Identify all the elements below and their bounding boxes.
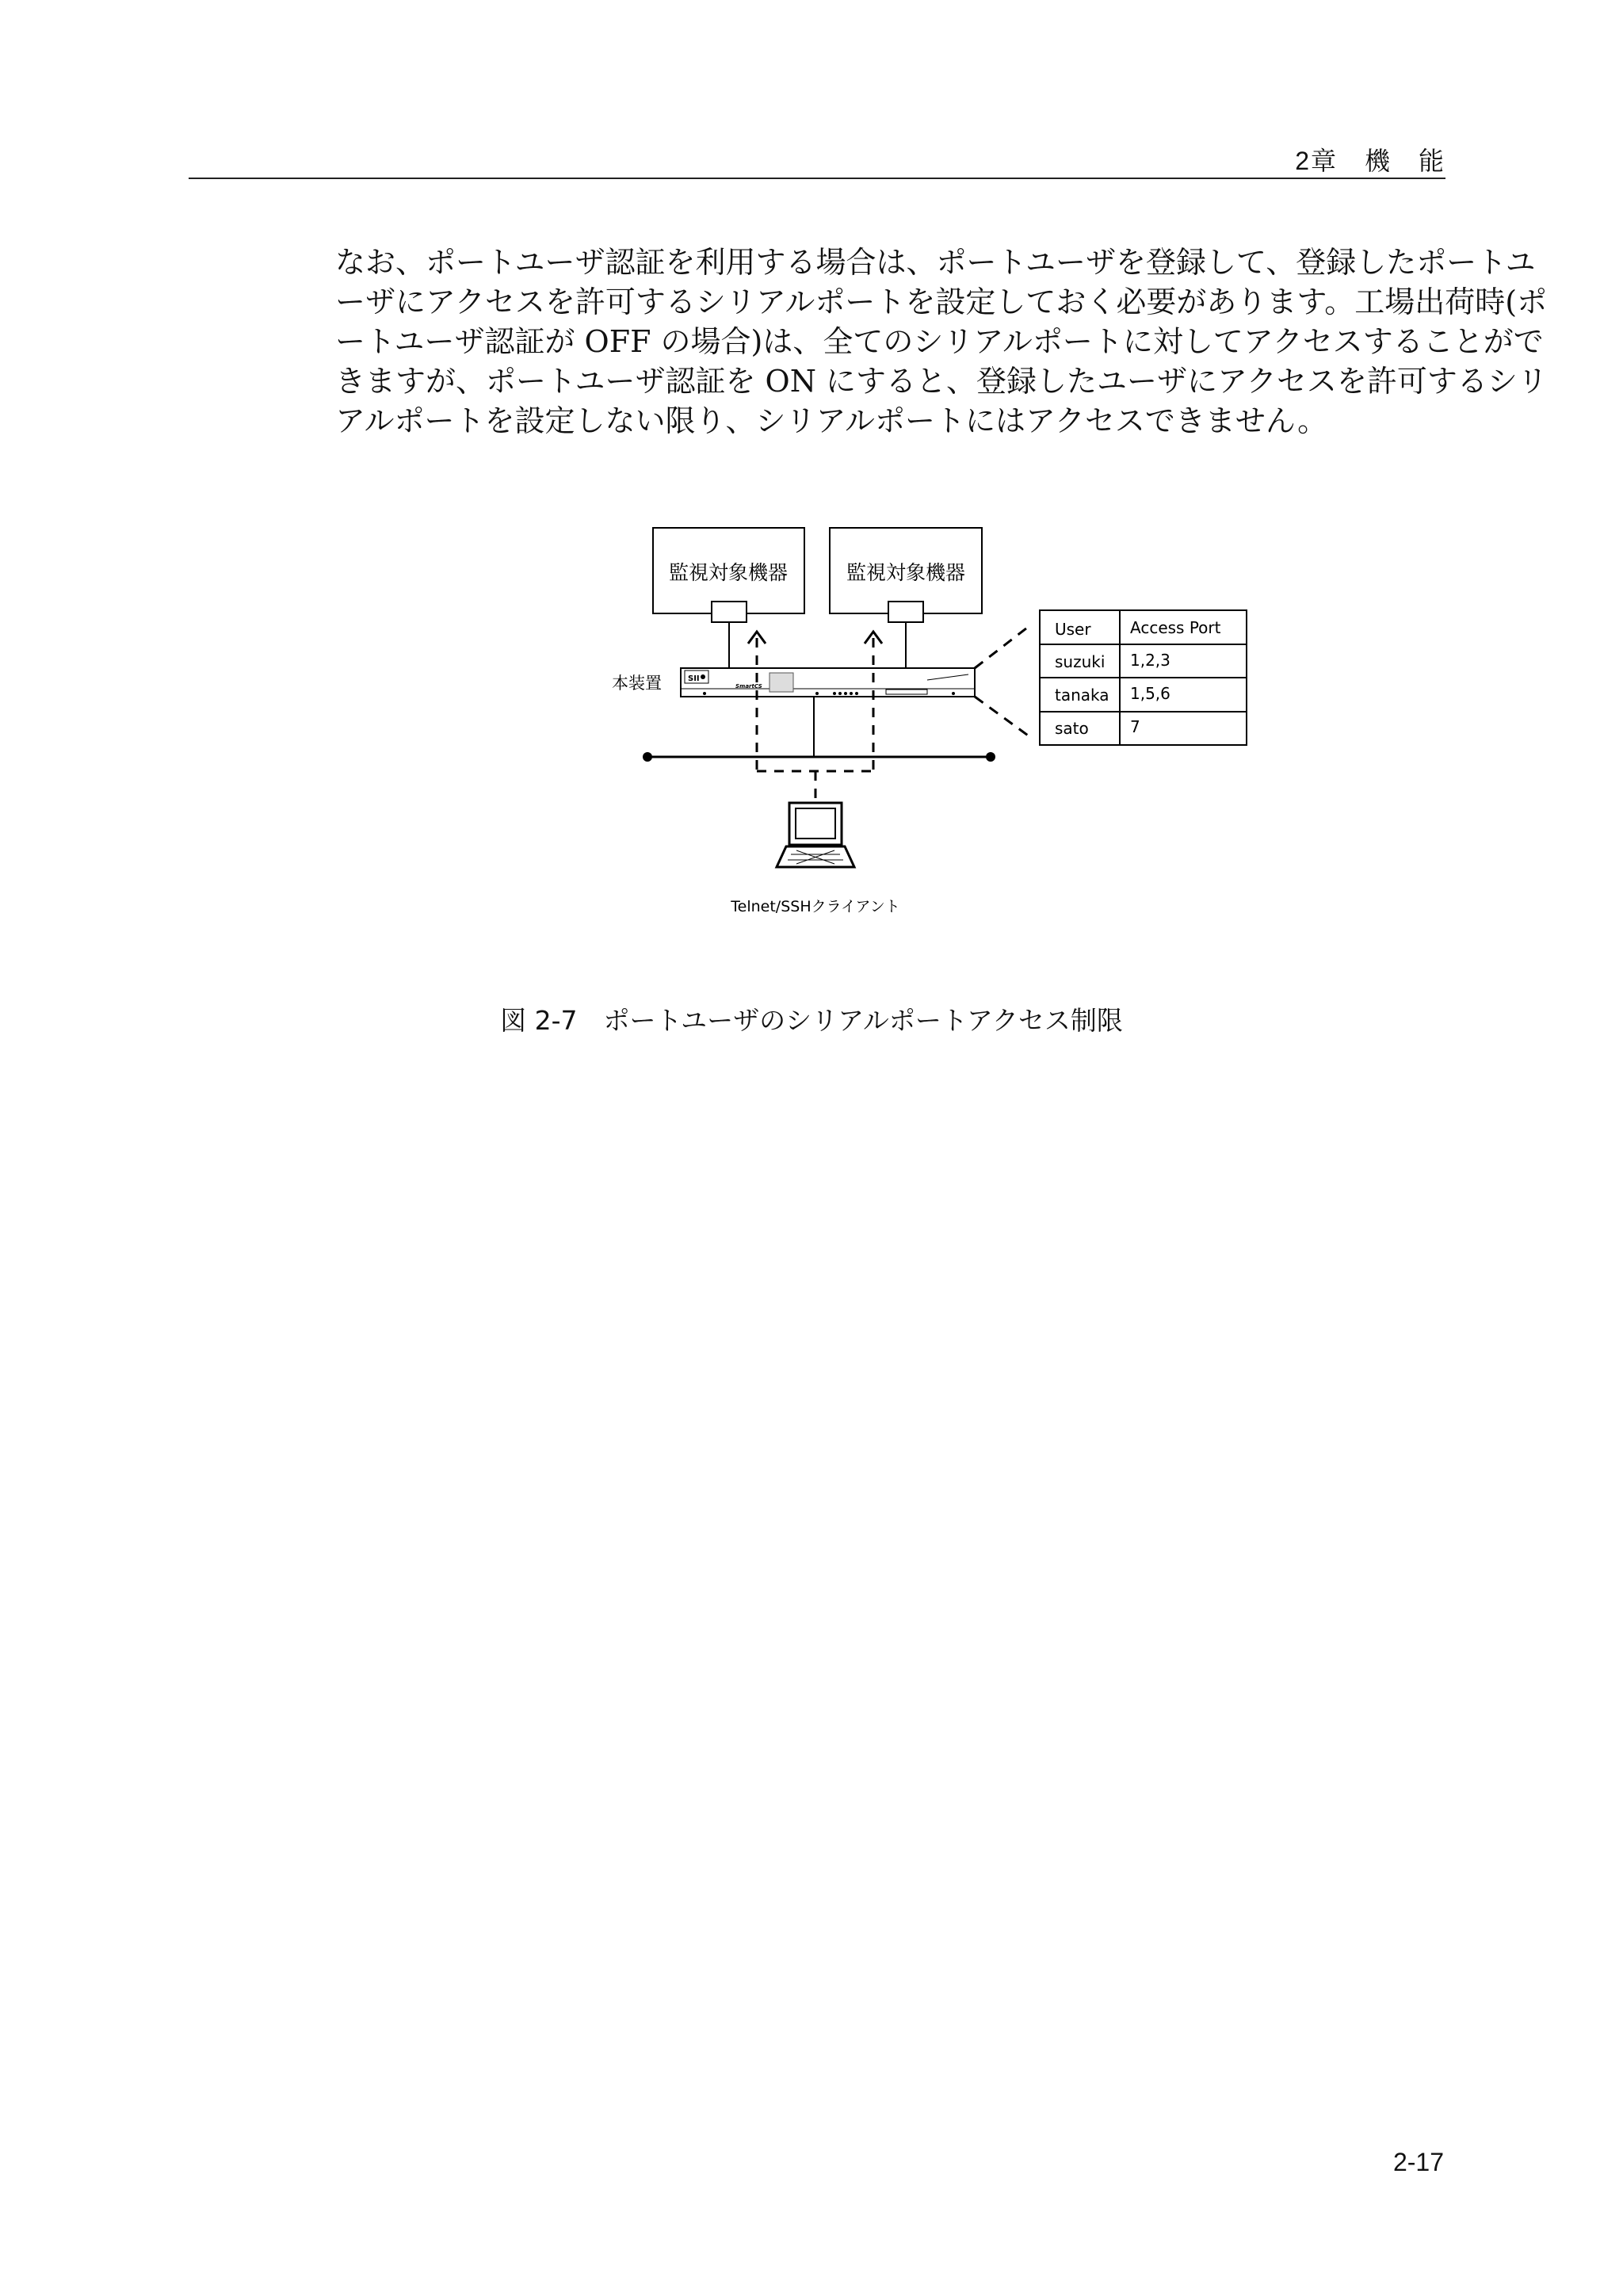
table-cell-user: tanaka [1055,686,1109,705]
monitored-device-right [830,528,982,622]
unit-model: SmartCS [735,683,762,690]
laptop-icon [777,803,854,867]
table-cell-user: sato [1055,719,1089,738]
lan-end-right [986,752,995,762]
unit-label: 本装置 [612,674,662,693]
callout-line-top [975,625,1030,668]
device-right-label: 監視対象機器 [846,561,966,584]
lan-end-left [643,752,652,762]
access-table [1040,610,1247,745]
page-number: 2-17 [1392,2148,1444,2176]
monitored-device-left [653,528,804,622]
table-header-access-port: Access Port [1130,618,1221,637]
console-server-unit [681,668,975,697]
body-line: なお、ポートユーザ認証を利用する場合は、ポートユーザを登録して、登録したポートユ [335,245,1536,280]
table-cell-ports: 7 [1130,717,1140,736]
body-line: きますが、ポートユーザ認証を ON にすると、登録したユーザにアクセスを許可するシリ [335,364,1548,399]
client-label: Telnet/SSHクライアント [731,898,900,915]
body-line: アルポートを設定しない限り、シリアルポートにはアクセスできません。 [335,403,1328,438]
device-left-label: 監視対象機器 [668,561,789,584]
table-header-user: User [1055,620,1091,639]
table-cell-user: suzuki [1055,652,1106,671]
body-line: ートユーザ認証が OFF の場合)は、全てのシリアルポートに対してアクセスすることがで [335,324,1544,359]
access-path [757,638,873,803]
table-cell-ports: 1,5,6 [1130,684,1170,703]
unit-vent [769,673,793,692]
figure-caption: 図 2-7 ポートユーザのシリアルポートアクセス制限 [500,1005,1123,1036]
table-cell-ports: 1,2,3 [1130,651,1170,670]
serial-port-right [888,602,923,622]
unit-brand: SII [688,674,700,683]
callout-line-bottom [975,697,1030,737]
body-line: ーザにアクセスを許可するシリアルポートを設定しておく必要があります。工場出荷時(ポ [335,285,1548,319]
chapter-header: 2章 機 能 [1295,147,1445,175]
port-access-diagram [0,0,1623,1110]
serial-port-left [712,602,747,622]
